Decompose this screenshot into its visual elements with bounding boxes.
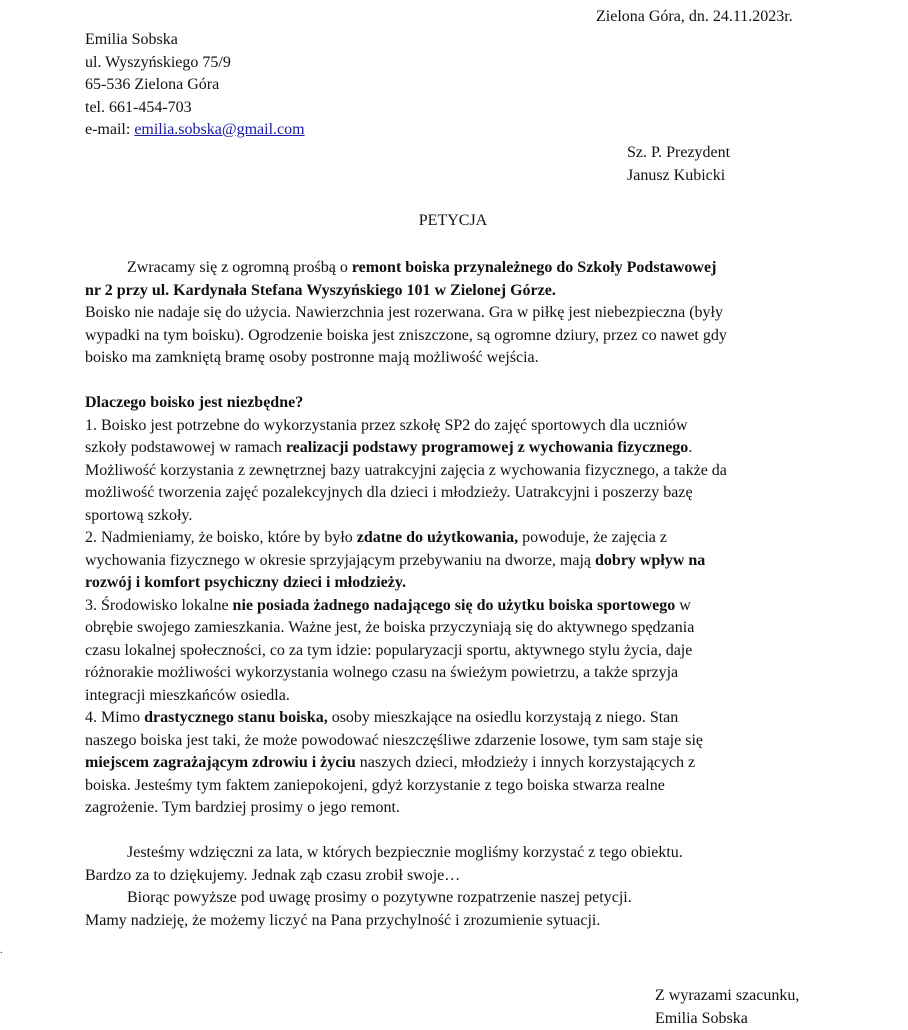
sender-street: ul. Wyszyńskiego 75/9	[85, 52, 305, 75]
intro-bold-text: remont boiska przynależnego do Szkoły Podstawowej	[352, 259, 717, 276]
intro-bold-text: nr 2 przy ul. Kardynała Stefana Wyszyńskiego 101 w Zielonej Górze.	[85, 282, 556, 299]
closing-line: Bardzo za to dziękujemy. Jednak ząb czasu zrobił swoje…	[85, 865, 820, 888]
stray-mark: .	[0, 946, 3, 956]
point-text: 4. Mimo	[85, 709, 144, 726]
point-bold-text: realizacji podstawy programowej z wychowania fizycznego	[286, 439, 688, 456]
point-2-line	[85, 527, 820, 550]
point-text: powoduje, że zajęcia z	[518, 529, 667, 546]
sender-block	[85, 29, 305, 142]
document-title: PETYCJA	[0, 210, 906, 233]
point-1-line: 1. Boisko jest potrzebne do wykorzystania przez szkołę SP2 do zajęć sportowych dla uczniów	[85, 415, 820, 438]
point-bold-text: zdatne do użytkowania,	[357, 529, 518, 546]
point-2-line	[85, 572, 820, 595]
point-bold-text: miejscem zagrażającym zdrowiu i życiu	[85, 754, 356, 771]
point-text: naszych dzieci, młodzieży i innych korzystających z	[356, 754, 695, 771]
signature-block	[655, 985, 799, 1030]
sender-email-link[interactable]: emilia.sobska@gmail.com	[134, 121, 304, 138]
point-3-line: integracji mieszkańców osiedla.	[85, 685, 820, 708]
intro-line: boisko ma zamkniętą bramę osoby postronne mają możliwość wejścia.	[85, 347, 820, 370]
point-4-line: zagrożenie. Tym bardziej prosimy o jego remont.	[85, 797, 820, 820]
intro-line	[85, 280, 820, 303]
signature-regards: Z wyrazami szacunku,	[655, 985, 799, 1008]
point-4-line	[85, 752, 820, 775]
closing-line: Mamy nadzieję, że możemy liczyć na Pana przychylność i zrozumienie sytuacji.	[85, 910, 820, 933]
point-4-line: boiska. Jesteśmy tym faktem zaniepokojeni, gdyż korzystanie z tego boiska stwarza realne	[85, 775, 820, 798]
point-text: 3. Środowisko lokalne	[85, 597, 233, 614]
sender-email-line	[85, 119, 305, 142]
place-date: Zielona Góra, dn. 24.11.2023r.	[596, 6, 793, 29]
point-text: 2. Nadmieniamy, że boisko, które by było	[85, 529, 357, 546]
section-heading-text: Dlaczego boisko jest niezbędne?	[85, 394, 303, 411]
point-1-line: możliwość tworzenia zajęć pozalekcyjnych dla dzieci i młodzieży. Uatrakcyjni i poszerzy bazę	[85, 482, 820, 505]
closing-line: Biorąc powyższe pod uwagę prosimy o pozytywne rozpatrzenie naszej petycji.	[85, 887, 820, 910]
point-text: .	[688, 439, 692, 456]
paragraph-gap	[85, 370, 820, 393]
point-3-line: czasu lokalnej społeczności, co za tym idzie: popularyzacji sportu, aktywnego stylu życia, daje	[85, 640, 820, 663]
point-text: wychowania fizycznego w okresie sprzyjającym przebywaniu na dworze, mają	[85, 552, 595, 569]
paragraph-gap	[85, 820, 820, 843]
point-3-line: różnorakie możliwości wykorzystania wolnego czasu na świeżym powietrzu, a także sprzyja	[85, 662, 820, 685]
point-4-line: naszego boiska jest taki, że może powodować nieszczęśliwe zdarzenie losowe, tym sam staje się	[85, 730, 820, 753]
letter-body	[85, 257, 820, 932]
intro-text: Zwracamy się z ogromną prośbą o	[127, 259, 352, 276]
recipient-salutation: Sz. P. Prezydent	[627, 142, 730, 165]
sender-city: 65-536 Zielona Góra	[85, 74, 305, 97]
point-4-line	[85, 707, 820, 730]
sender-name: Emilia Sobska	[85, 29, 305, 52]
intro-line: Boisko nie nadaje się do użycia. Nawierzchnia jest rozerwana. Gra w piłkę jest niebezpieczna (były	[85, 302, 820, 325]
point-bold-text: drastycznego stanu boiska,	[144, 709, 328, 726]
recipient-block	[627, 142, 730, 187]
intro-line: wypadki na tym boisku). Ogrodzenie boiska jest zniszczone, są ogromne dziury, przez co nawet gdy	[85, 325, 820, 348]
signature-name: Emilia Sobska	[655, 1008, 799, 1030]
point-3-line: obrębie swojego zamieszkania. Ważne jest, że boiska przyczyniają się do aktywnego spędzania	[85, 617, 820, 640]
point-2-line	[85, 550, 820, 573]
recipient-name: Janusz Kubicki	[627, 165, 730, 188]
point-1-line: Możliwość korzystania z zewnętrznej bazy uatrakcyjni zajęcia z wychowania fizycznego, a także da	[85, 460, 820, 483]
sender-email-label: e-mail:	[85, 121, 134, 138]
closing-line: Jesteśmy wdzięczni za lata, w których bezpiecznie mogliśmy korzystać z tego obiektu.	[85, 842, 820, 865]
intro-line	[85, 257, 820, 280]
point-3-line	[85, 595, 820, 618]
point-bold-text: dobry wpływ na	[595, 552, 705, 569]
sender-phone: tel. 661-454-703	[85, 97, 305, 120]
point-bold-text: nie posiada żadnego nadającego się do użytku boiska sportowego	[233, 597, 676, 614]
point-bold-text: rozwój i komfort psychiczny dzieci i młodzieży.	[85, 574, 406, 591]
point-text: osoby mieszkające na osiedlu korzystają z niego. Stan	[328, 709, 679, 726]
point-1-line: sportową szkoły.	[85, 505, 820, 528]
point-text: w	[675, 597, 691, 614]
point-text: szkoły podstawowej w ramach	[85, 439, 286, 456]
section-heading	[85, 392, 820, 415]
point-1-line	[85, 437, 820, 460]
